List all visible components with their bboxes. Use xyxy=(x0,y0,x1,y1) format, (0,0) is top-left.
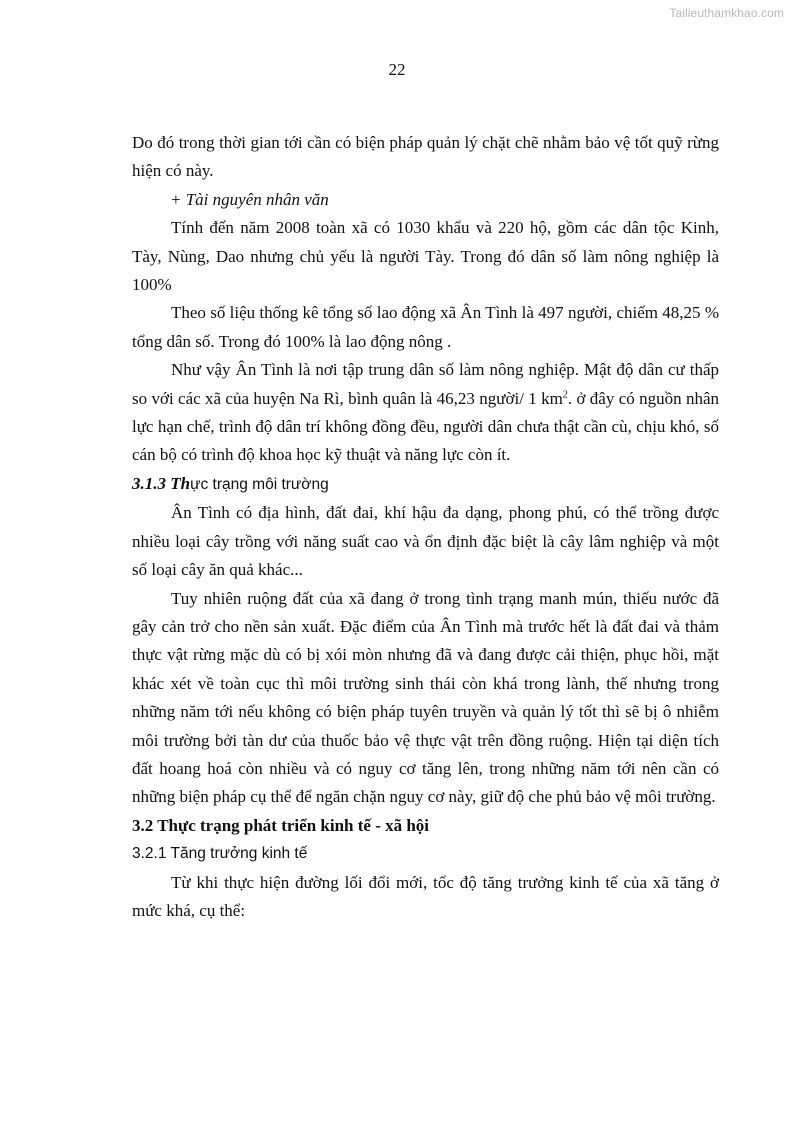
section-title: ực trạng môi trường xyxy=(190,475,329,493)
paragraph: Từ khi thực hiện đường lối đổi mới, tốc độ tăng trưởng kinh tế của xã tăng ở mức khá, cụ thể: xyxy=(132,872,719,920)
watermark: Tailieuthamkhao.com xyxy=(669,6,784,20)
subsection-heading: 3.2.1 Tăng trưởng kinh tế xyxy=(132,845,308,863)
page-number: 22 xyxy=(388,60,406,79)
superscript: 2 xyxy=(562,389,568,400)
section-heading: 3.2 Thực trạng phát triển kinh tế - xã hội xyxy=(132,815,430,835)
section-number: 3.1.3 Th xyxy=(132,473,191,493)
paragraph: Do đó trong thời gian tới cần có biện pháp quản lý chặt chẽ nhằm bảo vệ tốt quỹ rừng hiện có này. xyxy=(132,133,719,181)
paragraph: Ân Tình có địa hình, đất đai, khí hậu đa dạng, phong phú, có thể trồng được nhiều loại cây trồng với năng suất cao và ổn định đặc biệt là cây lâm nghiệp và một số loại cây ăn quả khác... xyxy=(132,503,719,580)
document-body xyxy=(132,129,719,925)
section-heading xyxy=(132,470,719,499)
paragraph: Theo số liệu thống kê tổng số lao động xã Ân Tình là 497 người, chiếm 48,25 % tổng dân số. Trong đó 100% là lao động nông . xyxy=(132,303,719,351)
paragraph xyxy=(132,356,719,470)
paragraph: Tuy nhiên ruộng đất của xã đang ở trong tình trạng manh mún, thiếu nước đã gây cản trở cho nền sản xuất. Đặc điểm của Ân Tình mà trước hết là đất đai và thảm thực vật rừng mặc dù có bị xói mòn nhưng đã và đang được cải thiện, phục hồi, mặt khác xét về toàn cục thì môi trường sinh thái còn khá trong lành, thế nhưng trong những năm tới nếu không có biện pháp tuyên truyền và quản lý tốt thì sẽ bị ô nhiễm môi trường bởi tàn dư của thuốc bảo vệ thực vật trên đồng ruộng. Hiện tại diện tích đất hoang hoá còn nhiều và có nguy cơ tăng lên, trong những năm tới nên cần có những biện pháp cụ thể để ngăn chặn nguy cơ này, giữ độ che phủ bảo vệ môi trường. xyxy=(132,588,719,807)
paragraph-text: Như vậy Ân Tình là nơi tập trung dân số làm nông nghiệp. Mật độ dân cư thấp so với các xã của huyện Na Rì, bình quân là 46,23 người/ 1 km xyxy=(132,360,719,408)
sub-heading: + Tài nguyên nhân văn xyxy=(170,189,329,209)
paragraph: Tính đến năm 2008 toàn xã có 1030 khẩu và 220 hộ, gồm các dân tộc Kinh, Tày, Nùng, Dao nhưng chủ yếu là người Tày. Trong đó dân số làm nông nghiệp là 100% xyxy=(132,218,719,295)
paragraph-text: . ở đây có nguồn nhân lực hạn chế, trình độ dân trí không đồng đều, người dân chưa thật cần cù, chịu khó, số cán bộ có trình độ khoa học kỹ thuật và năng lực còn ít. xyxy=(132,388,719,465)
